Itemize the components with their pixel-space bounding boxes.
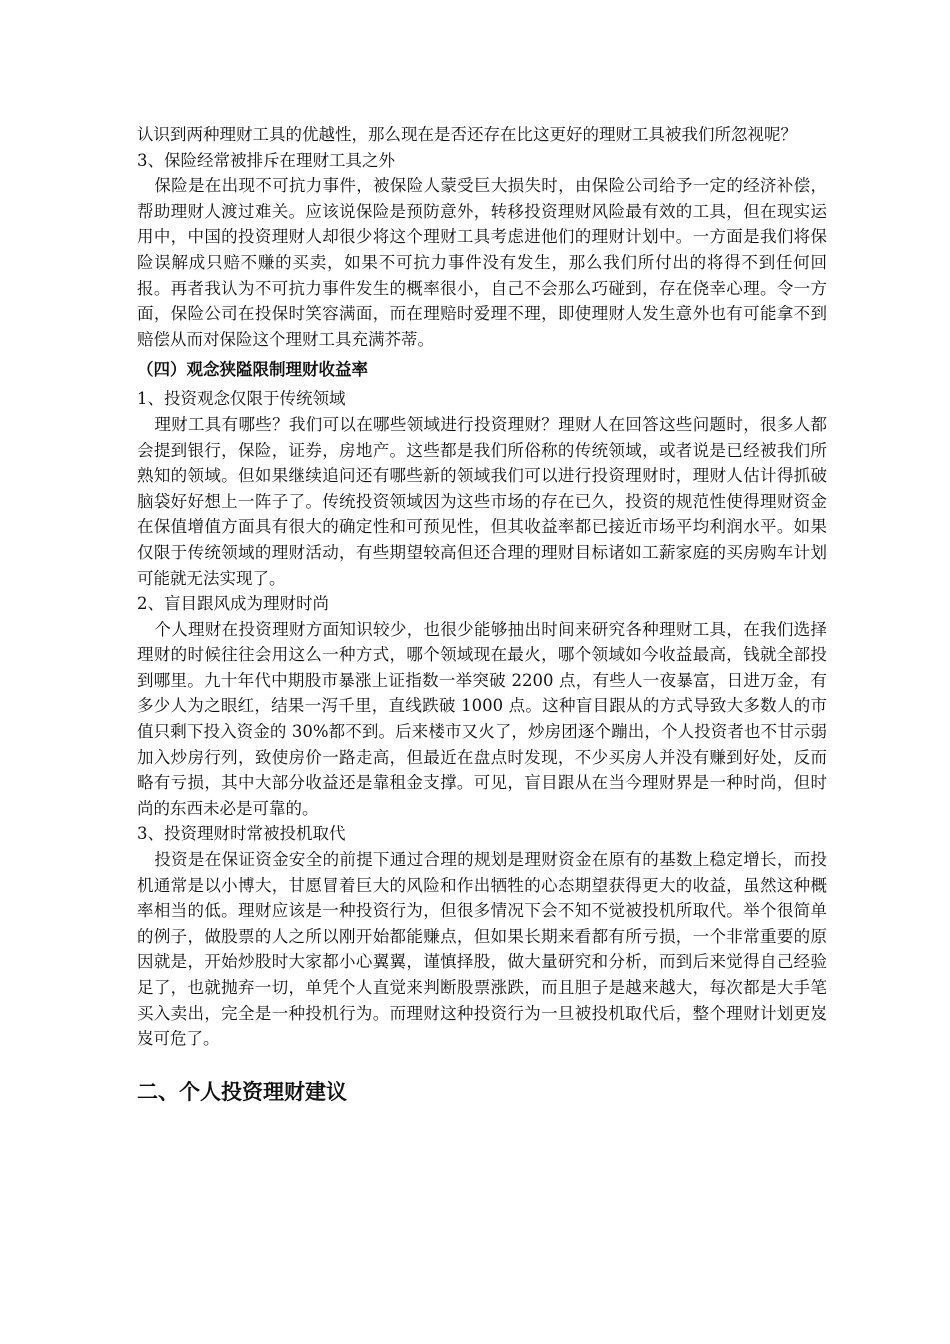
paragraph-following-trends: 个人理财在投资理财方面知识较少，也很少能够抽出时间来研究各种理财工具，在我们选择理财的时候往往会用这么一种方式，哪个领域现在最火，哪个领域如今收益最高，钱就全部投到哪里。九十年代中期股市暴涨上证指数一举突破 2200 点，有些人一夜暴富，日进万金，有多少人为之眼红，结果一泻千里，直线跌破 1000 点。这种盲目跟从的方式导致大多数人的市值只剩下投入资金的 30%都不到。后来楼市又火了，炒房团逐个蹦出，个人投资者也不甘示弱加入炒房行列，致使房价一路走高，但最近在盘点时发现，不少买房人并没有赚到好处，反而略有亏损，其中大部分收益还是靠租金支撑。可见，盲目跟从在当今理财界是一种时尚，但时尚的东西未必是可靠的。 bbox=[137, 619, 827, 818]
paragraph-speculation: 投资是在保证资金安全的前提下通过合理的规划是理财资金在原有的基数上稳定增长，而投机通常是以小博大，甘愿冒着巨大的风险和作出牺牲的心态期望获得更大的收益，虽然这种概率相当的低。理财应该是一种投资行为，但很多情况下会不知不觉被投机所取代。举个很简单的例子，做股票的人之所以刚开始都能赚点，但如果长期来看都有所亏损，一个非常重要的原因就是，开始炒股时大家都小心翼翼，谨慎择股，做大量研究和分析，而到后来觉得自己经验足了，也就抛弃一切，单凭个人直觉来判断股票涨跌，而且胆子是越来越大，每次都是大手笔买入卖出，完全是一种投机行为。而理财这种投资行为一旦被投机取代后，整个理财计划更岌岌可危了。 bbox=[137, 850, 827, 1049]
list-item-traditional-fields: 1、投资观念仅限于传统领域 bbox=[137, 389, 346, 409]
list-item-insurance: 3、保险经常被排斥在理财工具之外 bbox=[137, 150, 395, 170]
paragraph-continuation: 认识到两种理财工具的优越性，那么现在是否还存在比这更好的理财工具被我们所忽视呢？ bbox=[137, 125, 797, 144]
list-item-speculation: 3、投资理财时常被投机取代 bbox=[137, 824, 346, 844]
document-body bbox=[137, 122, 827, 1106]
section-heading: 二、个人投资理财建议 bbox=[137, 1078, 347, 1104]
list-item-following-trends: 2、盲目跟风成为理财时尚 bbox=[137, 594, 329, 614]
paragraph-traditional-fields: 理财工具有哪些？我们可以在哪些领域进行投资理财？理财人在回答这些问题时，很多人都会提到银行，保险，证券，房地产。这些都是我们所俗称的传统领域，或者说是已经被我们所熟知的领域。但如果继续追问还有哪些新的领域我们可以进行投资理财时，理财人估计得抓破脑袋好好想上一阵子了。传统投资领域因为这些市场的存在已久，投资的规范性使得理财资金在保值增值方面具有很大的确定性和可预见性，但其收益率都已接近市场平均利润水平。如果仅限于传统领域的理财活动，有些期望较高但还合理的理财目标诸如工薪家庭的买房购车计划可能就无法实现了。 bbox=[137, 414, 827, 588]
section-subheading: （四）观念狭隘限制理财收益率 bbox=[137, 360, 368, 380]
paragraph-insurance: 保险是在出现不可抗力事件，被保险人蒙受巨大损失时，由保险公司给予一定的经济补偿，帮助理财人渡过难关。应该说保险是预防意外，转移投资理财风险最有效的工具，但在现实运用中，中国的投资理财人却很少将这个理财工具考虑进他们的理财计划中。一方面是我们将保险误解成只赔不赚的买卖，如果不可抗力事件没有发生，那么我们所付出的将得不到任何回报。再者我认为不可抗力事件发生的概率很小，自己不会那么巧碰到，存在侥幸心理。令一方面，保险公司在投保时笑容满面，而在理赔时爱理不理，即使理财人发生意外也有可能拿不到赔偿从而对保险这个理财工具充满芥蒂。 bbox=[137, 176, 827, 349]
